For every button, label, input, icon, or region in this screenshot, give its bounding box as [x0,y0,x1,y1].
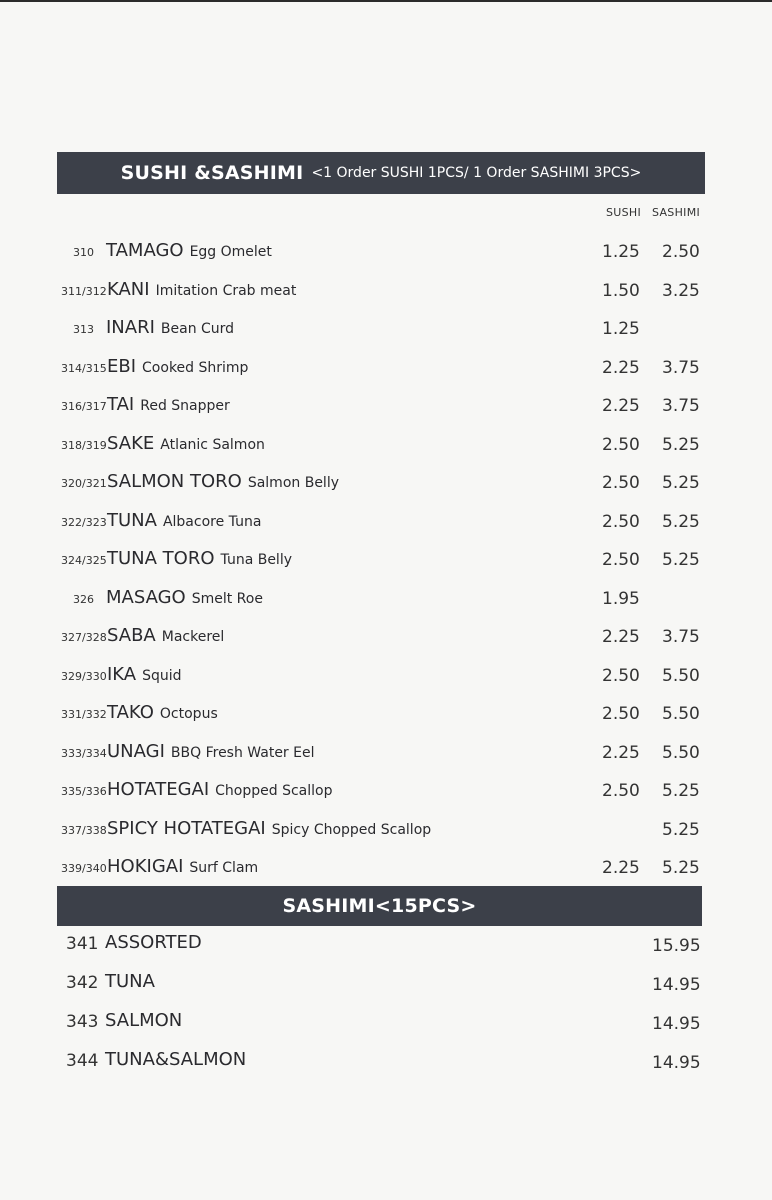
sushi-price: 2.50 [602,665,640,686]
section-title: SASHIMI<15PCS> [282,895,477,917]
item-name-line [106,317,234,338]
menu-item [0,431,772,463]
sashimi-price: 3.25 [662,280,700,301]
item-name-line [106,240,272,261]
item-name: HOKIGAI [107,856,184,877]
sushi-price: 2.50 [602,473,640,493]
sashimi-platter-header [57,886,702,926]
item-description: Chopped Scallop [215,783,333,799]
item-name: TUNA [107,509,157,531]
sashimi-platter-item [0,969,772,1003]
menu-item [0,662,772,694]
item-name: IKA [107,663,137,685]
item-description: Egg Omelet [189,244,272,260]
sushi-price: 2.25 [602,357,640,378]
item-description: Salmon Belly [247,475,339,491]
item-number: 311/312 [61,284,107,298]
sushi-sashimi-header [57,152,705,194]
sashimi-price: 5.25 [662,858,700,878]
sashimi-price: 5.25 [662,473,700,493]
item-price: 14.95 [652,1053,701,1073]
sushi-price: 2.25 [602,742,640,763]
sushi-price: 2.50 [602,781,640,801]
top-border [0,0,772,2]
item-number: 313 [73,323,94,336]
sashimi-price: 5.25 [662,781,700,801]
item-description: Albacore Tuna [162,513,262,530]
item-name: KANI [107,278,150,300]
item-name: TAKO [107,702,154,723]
sashimi-price: 5.50 [662,704,700,724]
item-description: Bean Curd [160,321,235,337]
sashimi-price: 5.25 [662,819,700,840]
sushi-price: 2.25 [602,858,640,878]
sashimi-platter-item [0,1008,772,1042]
item-number: 344 [66,1051,99,1071]
item-name: TAMAGO [106,240,184,261]
item-name: SALMON [105,1010,183,1031]
menu-item [0,238,772,270]
item-name-line [107,510,261,531]
item-name-line [107,433,265,454]
item-number: 342 [66,973,99,993]
item-number: 339/340 [61,862,107,875]
item-number: 327/328 [61,631,107,644]
menu-item [0,700,772,732]
item-name: MASAGO [106,586,186,608]
menu-item [0,392,772,424]
item-name: TUNA [105,971,155,992]
menu-item [0,315,772,347]
item-name: SPICY HOTATEGAI [107,817,266,839]
item-description: Cooked Shrimp [142,359,249,376]
item-number: 341 [66,934,99,954]
item-number: 331/332 [61,708,107,721]
sashimi-price: 5.50 [662,742,700,763]
item-name: TUNA&SALMON [105,1049,247,1070]
item-name: TUNA TORO [107,548,215,569]
sushi-price: 1.95 [602,588,640,609]
item-name: UNAGI [107,740,165,762]
item-name-line [107,356,248,377]
item-name-line [107,818,431,839]
item-price: 15.95 [652,936,701,956]
item-number: 318/319 [61,438,107,452]
item-name: EBI [107,355,137,377]
item-number: 320/321 [61,477,107,490]
sashimi-price: 2.50 [662,242,700,262]
item-description: Atlanic Salmon [160,436,265,453]
item-number: 343 [66,1012,99,1032]
item-description: Smelt Roe [191,590,263,607]
item-name: TAI [107,394,135,415]
item-description: Imitation Crab meat [155,282,297,299]
item-name-line [107,741,314,762]
sushi-price: 2.25 [602,396,640,416]
item-name: SAKE [107,432,155,454]
item-description: Mackerel [161,629,225,645]
item-name-line [107,548,292,569]
sushi-price: 2.50 [602,511,640,532]
menu-item [0,585,772,617]
sashimi-price: 5.25 [662,511,700,532]
sushi-price: 2.50 [602,434,640,455]
item-name: SALMON TORO [107,471,242,492]
section-subtitle: <1 Order SUSHI 1PCS/ 1 Order SASHIMI 3PCS> [311,165,642,181]
item-name-line [107,471,339,492]
item-description: Tuna Belly [220,552,292,568]
item-number: 316/317 [61,400,107,413]
item-description: Spicy Chopped Scallop [271,821,432,838]
sushi-price: 1.25 [602,319,640,339]
item-number: 322/323 [61,515,107,529]
item-name: HOTATEGAI [107,779,210,800]
item-number: 324/325 [61,554,107,567]
menu-item [0,623,772,655]
item-name-line [107,702,218,723]
menu-item [0,777,772,809]
menu-item [0,354,772,386]
menu-item [0,739,772,771]
item-number: 329/330 [61,669,107,683]
item-name-line [107,394,230,415]
sashimi-price: 3.75 [662,396,700,416]
item-name: ASSORTED [105,932,202,953]
item-name-line [107,625,224,646]
item-name-line [107,856,258,877]
sashimi-price: 5.50 [662,665,700,686]
item-name-line [106,587,263,608]
menu-item [0,277,772,309]
sushi-price: 2.50 [602,704,640,724]
menu-item [0,546,772,578]
item-name-line [107,664,182,685]
section-title: SUSHI &SASHIMI [120,162,304,184]
sashimi-price: 5.25 [662,434,700,455]
item-name: SABA [107,625,156,646]
sushi-price: 1.50 [602,280,640,301]
sashimi-price: 3.75 [662,627,700,647]
item-description: Squid [142,667,182,684]
item-number: 310 [73,246,94,259]
item-description: Surf Clam [189,860,259,876]
sashimi-platter-item [0,930,772,964]
sushi-price: 1.25 [602,242,640,262]
item-number: 335/336 [61,785,107,798]
menu-item [0,854,772,886]
sushi-price: 2.25 [602,627,640,647]
sushi-price: 2.50 [602,550,640,570]
item-name: INARI [106,317,155,338]
item-name-line [107,779,333,800]
sashimi-platter-item [0,1047,772,1081]
item-description: BBQ Fresh Water Eel [170,744,315,761]
item-price: 14.95 [652,1014,701,1034]
item-number: 337/338 [61,823,107,837]
sashimi-price: 5.25 [662,550,700,570]
menu-item [0,508,772,540]
item-price: 14.95 [652,975,701,995]
column-header-sashimi: SASHIMI [652,206,701,219]
menu-item [0,816,772,848]
item-number: 314/315 [61,361,107,375]
menu-item [0,469,772,501]
column-header-sushi: SUSHI [606,206,642,219]
item-number: 326 [73,592,94,606]
item-description: Red Snapper [140,398,230,414]
item-number: 333/334 [61,746,107,760]
item-name-line [107,279,296,300]
sashimi-price: 3.75 [662,357,700,378]
item-description: Octopus [159,706,218,722]
